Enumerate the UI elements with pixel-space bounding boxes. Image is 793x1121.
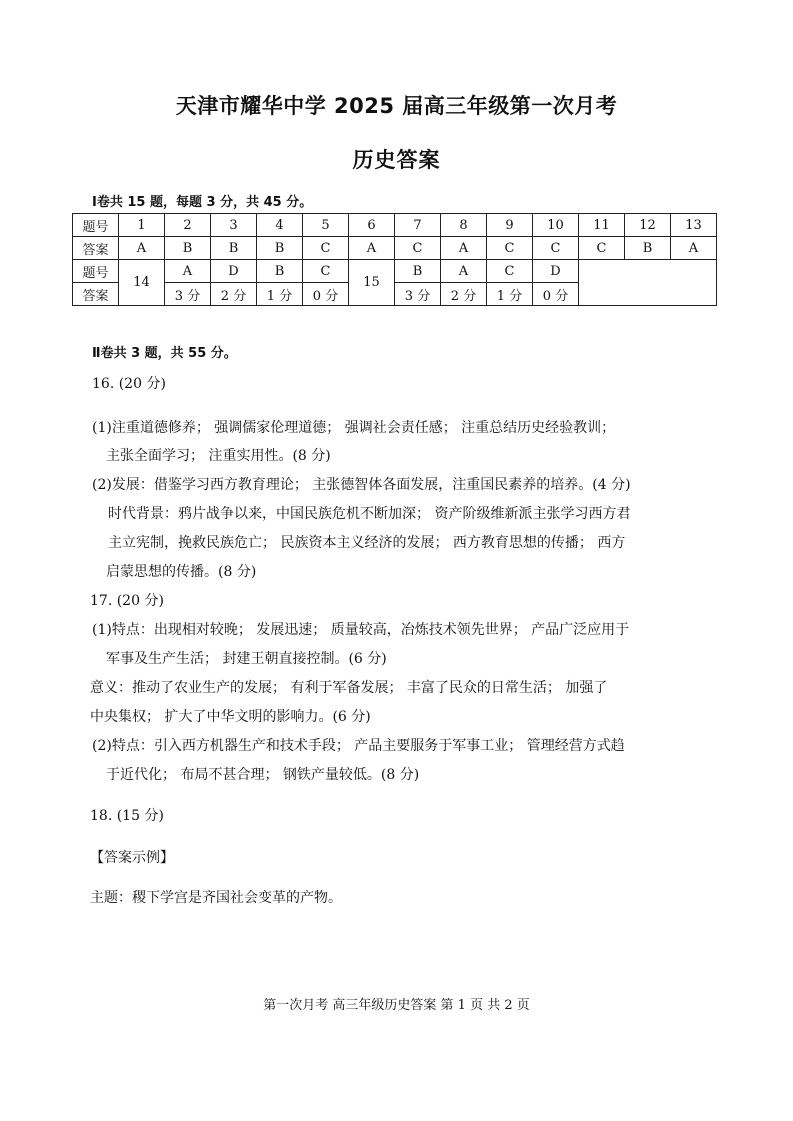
answer-line: (2)发展：借鉴学习西方教育理论； 主张德智体各面发展，注重国民素养的培养。(4 分): [92, 477, 631, 493]
score-cell: 0 分: [533, 283, 579, 306]
answer-cell: B: [625, 237, 671, 260]
answer-line: 主立宪制，挽救民族危亡； 民族资本主义经济的发展； 西方教育思想的传播； 西方: [108, 535, 626, 551]
row-label: 答案: [73, 283, 119, 306]
row-label: 答案: [73, 237, 119, 260]
score-cell: 3 分: [395, 283, 441, 306]
answer-line: (2)特点：引入西方机器生产和技术手段； 产品主要服务于军事工业； 管理经营方式趋: [92, 738, 625, 754]
question-number: 8: [441, 214, 487, 237]
question-number: 13: [671, 214, 717, 237]
question-number: 6: [349, 214, 395, 237]
question-number: 10: [533, 214, 579, 237]
question-number: 15: [349, 260, 395, 306]
question-number: 7: [395, 214, 441, 237]
question-number: 3: [211, 214, 257, 237]
q16-heading: 16. (20 分): [92, 376, 166, 392]
score-cell: 1 分: [257, 283, 303, 306]
answer-line: 启蒙思想的传播。(8 分): [106, 564, 257, 580]
page-footer: 第一次月考 高三年级历史答案 第 1 页 共 2 页: [263, 998, 530, 1013]
answer-cell: A: [349, 237, 395, 260]
question-number: 11: [579, 214, 625, 237]
score-cell: 2 分: [211, 283, 257, 306]
answer-cell: B: [257, 237, 303, 260]
score-cell: 2 分: [441, 283, 487, 306]
question-number: 12: [625, 214, 671, 237]
answer-line: 主张全面学习； 注重实用性。(8 分): [106, 448, 331, 464]
empty-cell: [579, 260, 717, 306]
question-number: 5: [303, 214, 349, 237]
answer-line: (1)特点：出现相对较晚； 发展迅速； 质量较高，冶炼技术领先世界； 产品广泛应用于: [92, 622, 630, 638]
answer-line: 意义：推动了农业生产的发展； 有利于军备发展； 丰富了民众的日常生活； 加强了: [90, 680, 608, 696]
answer-cell: B: [165, 237, 211, 260]
score-cell: 1 分: [487, 283, 533, 306]
answer-cell: C: [303, 237, 349, 260]
page-title: 天津市耀华中学 2025 届高三年级第一次月考: [175, 94, 618, 118]
row-label: 题号: [73, 260, 119, 283]
question-number: 4: [257, 214, 303, 237]
answer-cell: A: [119, 237, 165, 260]
score-cell: 0 分: [303, 283, 349, 306]
answer-line: 主题：稷下学宫是齐国社会变革的产物。: [90, 890, 342, 906]
answer-table: [72, 213, 717, 306]
q17-heading: 17. (20 分): [90, 593, 164, 609]
question-number: 9: [487, 214, 533, 237]
option-cell: B: [257, 260, 303, 283]
answer-line: 时代背景：鸦片战争以来，中国民族危机不断加深； 资产阶级维新派主张学习西方君: [108, 506, 631, 522]
q18-heading: 18. (15 分): [90, 808, 164, 824]
table-row: [73, 214, 717, 237]
option-cell: A: [165, 260, 211, 283]
table-row: [73, 237, 717, 260]
question-number: 2: [165, 214, 211, 237]
answer-cell: C: [533, 237, 579, 260]
section-1-heading: Ⅰ卷共 15 题，每题 3 分，共 45 分。: [92, 195, 313, 210]
answer-cell: C: [579, 237, 625, 260]
option-cell: D: [211, 260, 257, 283]
table-row: [73, 260, 717, 283]
option-cell: A: [441, 260, 487, 283]
answer-cell: C: [487, 237, 533, 260]
answer-cell: B: [211, 237, 257, 260]
page-subtitle: 历史答案: [352, 148, 441, 172]
answer-cell: A: [441, 237, 487, 260]
option-cell: C: [303, 260, 349, 283]
row-label: 题号: [73, 214, 119, 237]
option-cell: D: [533, 260, 579, 283]
answer-line: (1)注重道德修养； 强调儒家伦理道德； 强调社会责任感； 注重总结历史经验教训；: [92, 420, 616, 436]
score-cell: 3 分: [165, 283, 211, 306]
question-number: 1: [119, 214, 165, 237]
answer-cell: A: [671, 237, 717, 260]
answer-example-heading: 【答案示例】: [90, 850, 174, 866]
section-2-heading: Ⅱ卷共 3 题，共 55 分。: [92, 346, 237, 361]
answer-cell: C: [395, 237, 441, 260]
answer-line: 中央集权； 扩大了中华文明的影响力。(6 分): [90, 709, 371, 725]
answer-line: 于近代化； 布局不甚合理； 钢铁产量较低。(8 分): [106, 767, 420, 783]
option-cell: C: [487, 260, 533, 283]
question-number: 14: [119, 260, 165, 306]
answer-line: 军事及生产生活； 封建王朝直接控制。(6 分): [106, 651, 387, 667]
option-cell: B: [395, 260, 441, 283]
